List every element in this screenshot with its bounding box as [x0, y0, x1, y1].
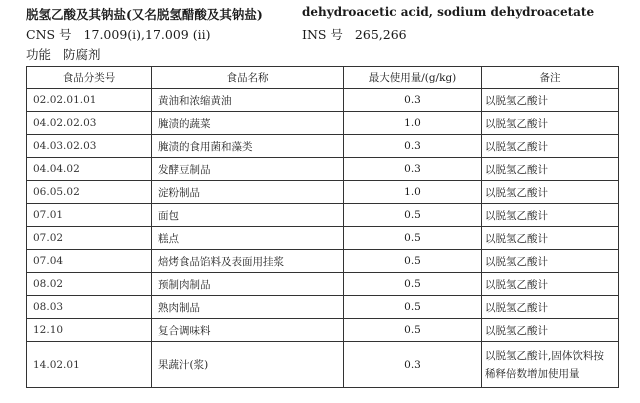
food-category-code: 04.03.02.03	[27, 135, 152, 158]
title-english: dehydroacetic acid, sodium dehydroacetate	[302, 5, 595, 19]
food-name: 果蔬汁(浆)	[152, 342, 344, 388]
function-line	[26, 45, 101, 63]
note: 以脱氢乙酸计	[482, 135, 619, 158]
note: 以脱氢乙酸计	[482, 319, 619, 342]
note: 以脱氢乙酸计	[482, 158, 619, 181]
max-usage: 0.3	[344, 342, 482, 388]
column-header-code: 食品分类号	[27, 67, 152, 89]
function-value: 防腐剂	[63, 47, 101, 62]
max-usage: 0.5	[344, 273, 482, 296]
note: 以脱氢乙酸计	[482, 273, 619, 296]
table-row	[27, 296, 619, 319]
table-row	[27, 342, 619, 388]
max-usage: 0.5	[344, 296, 482, 319]
table-row	[27, 273, 619, 296]
table-row	[27, 227, 619, 250]
max-usage: 0.5	[344, 319, 482, 342]
food-category-code: 04.02.02.03	[27, 112, 152, 135]
food-name: 发酵豆制品	[152, 158, 344, 181]
max-usage: 0.3	[344, 89, 482, 112]
food-category-code: 08.03	[27, 296, 152, 319]
ins-label: INS 号	[302, 27, 343, 42]
food-name: 腌渍的食用菌和藻类	[152, 135, 344, 158]
note: 以脱氢乙酸计	[482, 181, 619, 204]
note: 以脱氢乙酸计	[482, 89, 619, 112]
food-name: 焙烤食品馅料及表面用挂浆	[152, 250, 344, 273]
note: 以脱氢乙酸计,固体饮料按稀释倍数增加使用量	[482, 342, 619, 388]
food-name: 糕点	[152, 227, 344, 250]
max-usage: 1.0	[344, 112, 482, 135]
note: 以脱氢乙酸计	[482, 204, 619, 227]
note: 以脱氢乙酸计	[482, 227, 619, 250]
table-row	[27, 204, 619, 227]
food-name: 复合调味料	[152, 319, 344, 342]
food-name: 预制肉制品	[152, 273, 344, 296]
food-category-code: 07.04	[27, 250, 152, 273]
max-usage: 0.5	[344, 227, 482, 250]
food-name: 黄油和浓缩黄油	[152, 89, 344, 112]
table-row	[27, 319, 619, 342]
food-category-code: 08.02	[27, 273, 152, 296]
note: 以脱氢乙酸计	[482, 112, 619, 135]
table-row	[27, 158, 619, 181]
function-label: 功能	[26, 47, 52, 62]
table-header-row	[27, 67, 619, 89]
food-name: 面包	[152, 204, 344, 227]
column-header-max: 最大使用量/(g/kg)	[344, 67, 482, 89]
max-usage: 1.0	[344, 181, 482, 204]
ins-number	[302, 25, 407, 43]
column-header-note: 备注	[482, 67, 619, 89]
table-row	[27, 89, 619, 112]
title-chinese: 脱氢乙酸及其钠盐(又名脱氢醋酸及其钠盐)	[26, 7, 263, 22]
max-usage: 0.5	[344, 250, 482, 273]
usage-table	[26, 66, 619, 388]
table-row	[27, 112, 619, 135]
note: 以脱氢乙酸计	[482, 250, 619, 273]
food-category-code: 02.02.01.01	[27, 89, 152, 112]
food-name: 熟肉制品	[152, 296, 344, 319]
food-category-code: 07.01	[27, 204, 152, 227]
ins-value: 265,266	[354, 27, 407, 42]
food-category-code: 04.04.02	[27, 158, 152, 181]
cns-number	[26, 25, 210, 43]
table-row	[27, 181, 619, 204]
food-name: 腌渍的蔬菜	[152, 112, 344, 135]
max-usage: 0.3	[344, 135, 482, 158]
max-usage: 0.3	[344, 158, 482, 181]
food-category-code: 06.05.02	[27, 181, 152, 204]
column-header-name: 食品名称	[152, 67, 344, 89]
food-name: 淀粉制品	[152, 181, 344, 204]
food-category-code: 14.02.01	[27, 342, 152, 388]
food-category-code: 12.10	[27, 319, 152, 342]
max-usage: 0.5	[344, 204, 482, 227]
table-row	[27, 250, 619, 273]
cns-label: CNS 号	[26, 27, 72, 42]
cns-value: 17.009(i),17.009 (ii)	[83, 27, 211, 42]
note: 以脱氢乙酸计	[482, 296, 619, 319]
table-row	[27, 135, 619, 158]
food-category-code: 07.02	[27, 227, 152, 250]
